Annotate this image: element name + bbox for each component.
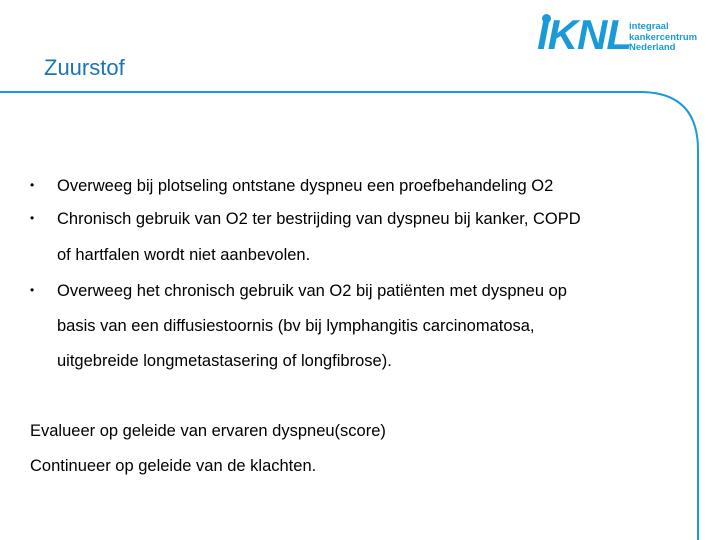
logo-line-2: kankercentrum: [629, 31, 698, 43]
bullet-marker: •: [30, 178, 35, 192]
bullet-marker: •: [30, 211, 35, 225]
closing-line-2: Continueer op geleide van de klachten.: [30, 457, 317, 475]
logo-mark: IKNL: [537, 11, 631, 58]
bullet-3-line-3: uitgebreide longmetastasering of longfibrose).: [57, 352, 392, 370]
slide-title: Zuurstof: [44, 55, 125, 80]
bullet-1-line-1: Overweeg bij plotseling ontstane dyspneu een proefbehandeling O2: [57, 177, 554, 195]
bullet-2-line-2: of hartfalen wordt niet aanbevolen.: [57, 246, 311, 264]
closing-line-1: Evalueer op geleide van ervaren dyspneu(score): [30, 422, 386, 440]
bullet-3-line-2: basis van een diffusiestoornis (bv bij lymphangitis carcinomatosa,: [57, 317, 535, 335]
bullet-marker: •: [30, 283, 35, 297]
bullet-2-line-1: Chronisch gebruik van O2 ter bestrijding van dyspneu bij kanker, COPD: [57, 210, 581, 228]
bullet-3-line-1: Overweeg het chronisch gebruik van O2 bij patiënten met dyspneu op: [57, 282, 567, 300]
logo-line-1: integraal: [629, 21, 669, 32]
logo-line-3: Nederland: [629, 42, 676, 53]
